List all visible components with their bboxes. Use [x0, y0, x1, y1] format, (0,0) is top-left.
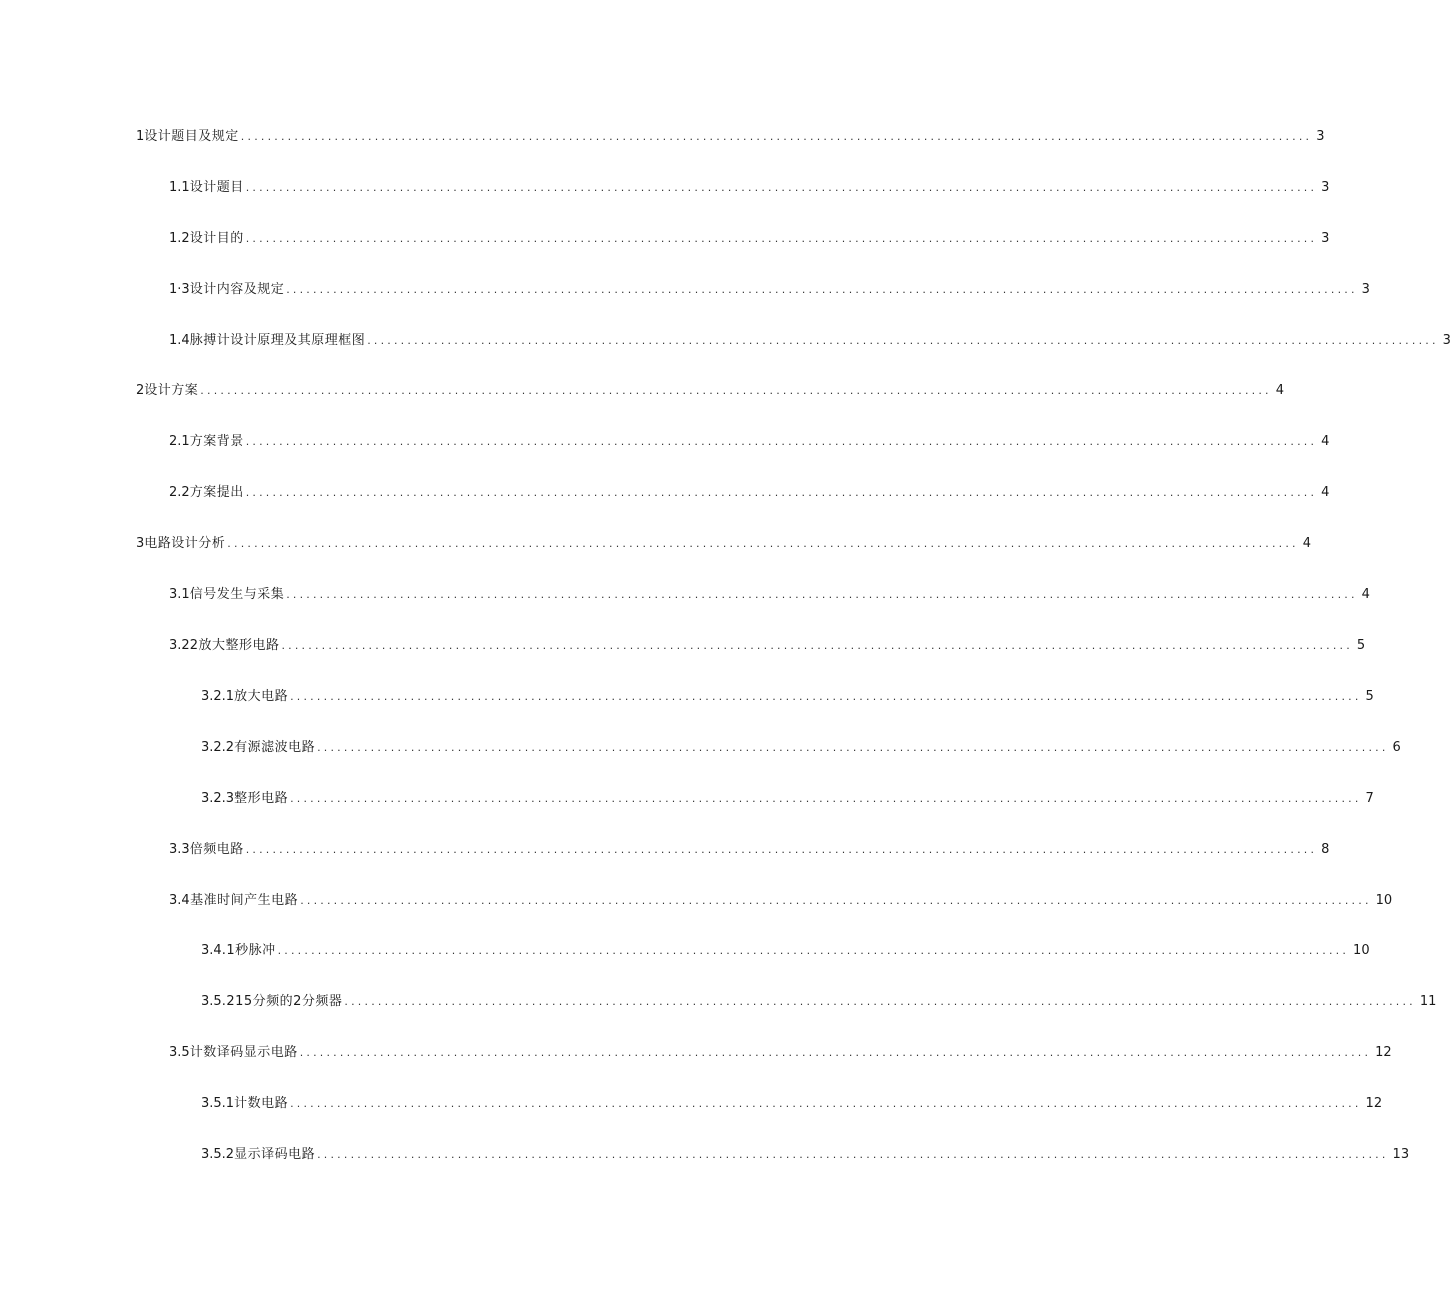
- toc-dot-leader: ................................................................................................................................................................: [245, 232, 1318, 245]
- toc-dot-leader: ................................................................................................................................................................: [245, 843, 1318, 856]
- toc-entry-number: 2: [136, 383, 145, 398]
- toc-entry-title: 有源滤波电路: [234, 740, 316, 755]
- toc-dot-leader: ................................................................................................................................................................: [245, 181, 1318, 194]
- toc-entry-number: 1·3: [169, 282, 190, 297]
- toc-entry[interactable]: [169, 229, 1330, 249]
- toc-entry-title: .1秒脉冲: [221, 943, 276, 958]
- toc-entry-number: 3.1: [169, 587, 190, 602]
- toc-entry-number: 3: [136, 536, 145, 551]
- toc-dot-leader: ................................................................................................................................................................: [286, 283, 1358, 296]
- toc-dot-leader: ................................................................................................................................................................: [290, 792, 1362, 805]
- toc-dot-leader: ................................................................................................................................................................: [245, 486, 1318, 499]
- toc-entry-page: 4: [1361, 587, 1370, 602]
- toc-entry-number: 3.5: [169, 1045, 190, 1060]
- toc-entry-title: 脉搏计设计原理及其原理框图: [189, 333, 366, 348]
- toc-entry[interactable]: [201, 738, 1401, 758]
- toc-entry-page: 8: [1321, 842, 1330, 857]
- toc-entry-page: 4: [1275, 383, 1285, 398]
- toc-entry-page: 13: [1392, 1147, 1410, 1162]
- toc-entry-page: 5: [1365, 689, 1374, 704]
- toc-entry[interactable]: [169, 840, 1330, 860]
- toc-entry[interactable]: [136, 127, 1325, 147]
- toc-entry[interactable]: [169, 1043, 1392, 1063]
- toc-entry-number: 3.5: [201, 994, 222, 1009]
- toc-entry[interactable]: [201, 992, 1437, 1012]
- toc-dot-leader: ................................................................................................................................................................: [299, 1046, 1372, 1059]
- toc-entry-page: 7: [1365, 791, 1374, 806]
- toc-dot-leader: ................................................................................................................................................................: [317, 741, 1389, 754]
- toc-entry-page: 6: [1392, 740, 1401, 755]
- toc-entry[interactable]: [169, 432, 1330, 452]
- toc-entry-number: 1: [136, 129, 145, 144]
- toc-entry[interactable]: [169, 483, 1330, 503]
- toc-entry-number: 3.2.1: [201, 689, 235, 704]
- toc-entry-number: 3.3: [169, 842, 190, 857]
- toc-entry-title: 设计目的: [189, 231, 244, 246]
- toc-entry-title: 设计题目: [189, 180, 244, 195]
- toc-entry[interactable]: [169, 331, 1451, 351]
- toc-entry-number: 1.2: [169, 231, 190, 246]
- toc-entry-page: 4: [1321, 485, 1330, 500]
- toc-entry-page: 3: [1361, 282, 1370, 297]
- toc-entry-title: 信号发生与采集: [189, 587, 285, 602]
- toc-entry-title: 显示译码电路: [234, 1147, 316, 1162]
- toc-entry-title: 4基准时间产生电路: [181, 893, 299, 908]
- toc-entry-title: 电路设计分析: [144, 536, 226, 551]
- toc-entry-page: 4: [1321, 434, 1330, 449]
- toc-entry[interactable]: [169, 178, 1330, 198]
- toc-entry-page: 3: [1316, 129, 1325, 144]
- toc-entry-title: 设计题目及规定: [144, 129, 239, 144]
- toc-dot-leader: ................................................................................................................................................................: [317, 1148, 1389, 1161]
- toc-entry-page: 3: [1321, 180, 1330, 195]
- toc-entry-page: 3: [1442, 333, 1451, 348]
- toc-entry[interactable]: [201, 1145, 1410, 1165]
- toc-entry-number: 2.2: [169, 485, 190, 500]
- toc-entry-title: 放大电路: [234, 689, 289, 704]
- toc-entry-page: 4: [1302, 536, 1312, 551]
- toc-entry[interactable]: [136, 534, 1312, 554]
- toc-entry-page: 12: [1375, 1045, 1392, 1060]
- toc-entry-number: 3.5.2: [201, 1147, 235, 1162]
- toc-dot-leader: ................................................................................................................................................................: [300, 894, 1372, 907]
- toc-entry-page: 3: [1321, 231, 1330, 246]
- toc-entry-number: 3.5.1: [201, 1096, 235, 1111]
- toc-entry-number: 3.2.3: [201, 791, 235, 806]
- toc-entry-title: 2放大整形电路: [189, 638, 280, 653]
- toc-entry[interactable]: [201, 941, 1370, 961]
- toc-entry-number: 1.4: [169, 333, 190, 348]
- toc-entry-page: 10: [1353, 943, 1370, 958]
- toc-entry[interactable]: [169, 585, 1370, 605]
- toc-entry-title: 整形电路: [234, 791, 289, 806]
- toc-entry[interactable]: [201, 1094, 1383, 1114]
- toc-dot-leader: ................................................................................................................................................................: [281, 639, 1353, 652]
- toc-entry-title: 方案背景: [189, 434, 244, 449]
- toc-entry-title: 计数译码显示电路: [189, 1045, 298, 1060]
- toc-entry[interactable]: [169, 280, 1370, 300]
- toc-entry[interactable]: [169, 891, 1393, 911]
- toc-entry-title: 方案提出: [189, 485, 244, 500]
- toc-entry-number: 3.: [169, 893, 182, 908]
- toc-entry[interactable]: [169, 636, 1366, 656]
- toc-entry-title: 设计方案: [144, 383, 199, 398]
- toc-entry-page: 12: [1365, 1096, 1383, 1111]
- toc-entry-number: 1.1: [169, 180, 190, 195]
- toc-entry[interactable]: [136, 381, 1285, 401]
- toc-dot-leader: ................................................................................................................................................................: [277, 944, 1350, 957]
- toc-dot-leader: ................................................................................................................................................................: [290, 690, 1362, 703]
- toc-entry-page: 5: [1356, 638, 1366, 653]
- toc-dot-leader: ................................................................................................................................................................: [245, 435, 1318, 448]
- toc-dot-leader: ................................................................................................................................................................: [290, 1097, 1362, 1110]
- toc-entry-number: 3.2: [169, 638, 190, 653]
- toc-entry-title: 计数电路: [234, 1096, 289, 1111]
- toc-entry-number: 3.2.2: [201, 740, 235, 755]
- toc-entry[interactable]: [201, 789, 1374, 809]
- toc-dot-leader: ................................................................................................................................................................: [240, 130, 1313, 143]
- toc-dot-leader: ................................................................................................................................................................: [344, 995, 1416, 1008]
- toc-entry-title: 设计内容及规定: [189, 282, 285, 297]
- toc-entry-number: 2.1: [169, 434, 190, 449]
- toc-entry-page: 11: [1419, 994, 1437, 1009]
- toc-entry-title: 倍频电路: [189, 842, 244, 857]
- toc-dot-leader: ................................................................................................................................................................: [227, 537, 1299, 550]
- toc-entry-number: 3.4: [201, 943, 222, 958]
- toc-entry-title: .215分频的2分频器: [221, 994, 343, 1009]
- toc-dot-leader: ................................................................................................................................................................: [200, 384, 1272, 397]
- toc-entry[interactable]: [201, 687, 1374, 707]
- toc-entry-page: 10: [1375, 893, 1393, 908]
- toc-dot-leader: ................................................................................................................................................................: [286, 588, 1358, 601]
- toc-dot-leader: ................................................................................................................................................................: [367, 334, 1439, 347]
